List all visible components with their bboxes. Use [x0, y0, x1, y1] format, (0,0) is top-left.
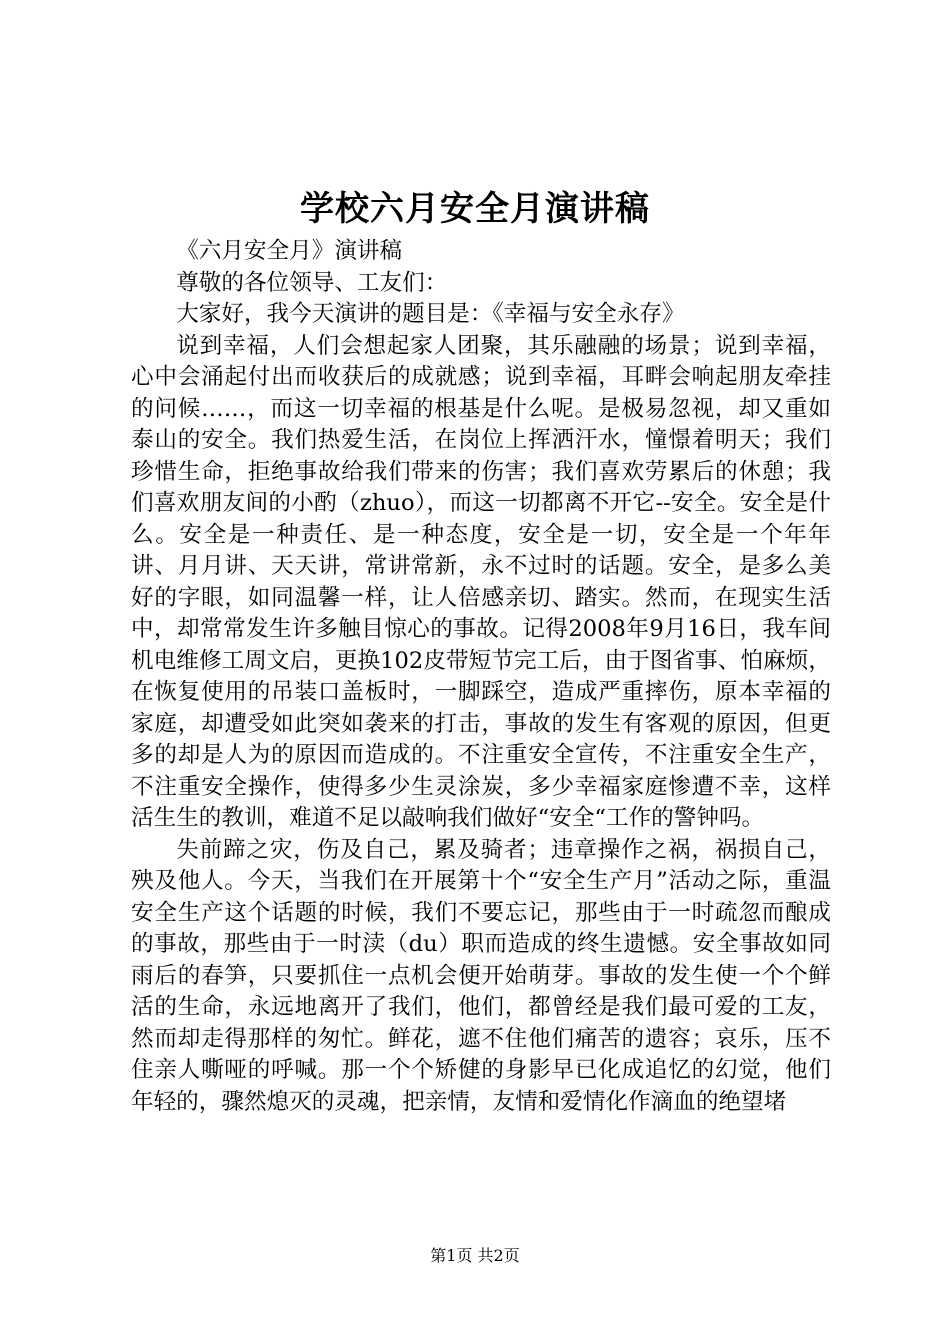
- page-footer: 第1页 共2页: [430, 1246, 520, 1265]
- body-paragraph: 失前蹄之灾，伤及自己，累及骑者；违章操作之祸，祸损自己，殃及他人。今天，当我们在开展第十个“安全生产月”活动之际，重温安全生产这个话题的时候，我们不要忘记，那些由于一时疏忽而酿成的事故，那些由于一时渎（du）职而造成的终生遗憾。安全事故如同雨后的春笋，只要抓住一点机会便开始萌芽。事故的发生使一个个鲜活的生命，永远地离开了我们，他们，都曾经是我们最可爱的工友，然而却走得那样的匆忙。鲜花，遮不住他们痛苦的遗容；哀乐，压不住亲人嘶哑的呼喊。那一个个矫健的身影早已化成追忆的幻觉，他们年轻的，骤然熄灭的灵魂，把亲情，友情和爱情化作滴血的绝望堵: [131, 836, 831, 1115]
- body-paragraph: 说到幸福，人们会想起家人团聚，其乐融融的场景；说到幸福，心中会涌起付出而收获后的成就感；说到幸福，耳畔会响起朋友牵挂的问候……，而这一切幸福的根基是什么呢。是极易忽视，却又重如泰山的安全。我们热爱生活，在岗位上挥洒汗水，憧憬着明天；我们珍惜生命，拒绝事故给我们带来的伤害；我们喜欢劳累后的休憩；我们喜欢朋友间的小酌（zhuo），而这一切都离不开它--安全。安全是什么。安全是一种责任、是一种态度，安全是一切，安全是一个年年讲、月月讲、天天讲，常讲常新，永不过时的话题。安全，是多么美好的字眼，如同温馨一样，让人倍感亲切、踏实。然而，在现实生活中，却常常发生许多触目惊心的事故。记得2008年9月16日，我车间机电维修工周文启，更换102皮带短节完工后，由于图省事、怕麻烦，在恢复使用的吊装口盖板时，一脚踩空，造成严重摔伤，原本幸福的家庭，却遭受如此突如袭来的打击，事故的发生有客观的原因，但更多的却是人为的原因而造成的。不注重安全宣传，不注重安全生产，不注重安全操作，使得多少生灵涂炭，多少幸福家庭惨遭不幸，这样活生生的教训，难道不足以敲响我们做好“安全“工作的警钟吗。: [131, 332, 831, 831]
- document-body: [131, 236, 831, 1118]
- salutation: 尊敬的各位领导、工友们：: [176, 269, 448, 296]
- speech-heading: 《六月安全月》演讲稿: [176, 238, 403, 264]
- opening-line: 大家好，我今天演讲的题目是：《幸福与安全永存》: [176, 301, 685, 327]
- document-title: 学校六月安全月演讲稿: [300, 189, 650, 229]
